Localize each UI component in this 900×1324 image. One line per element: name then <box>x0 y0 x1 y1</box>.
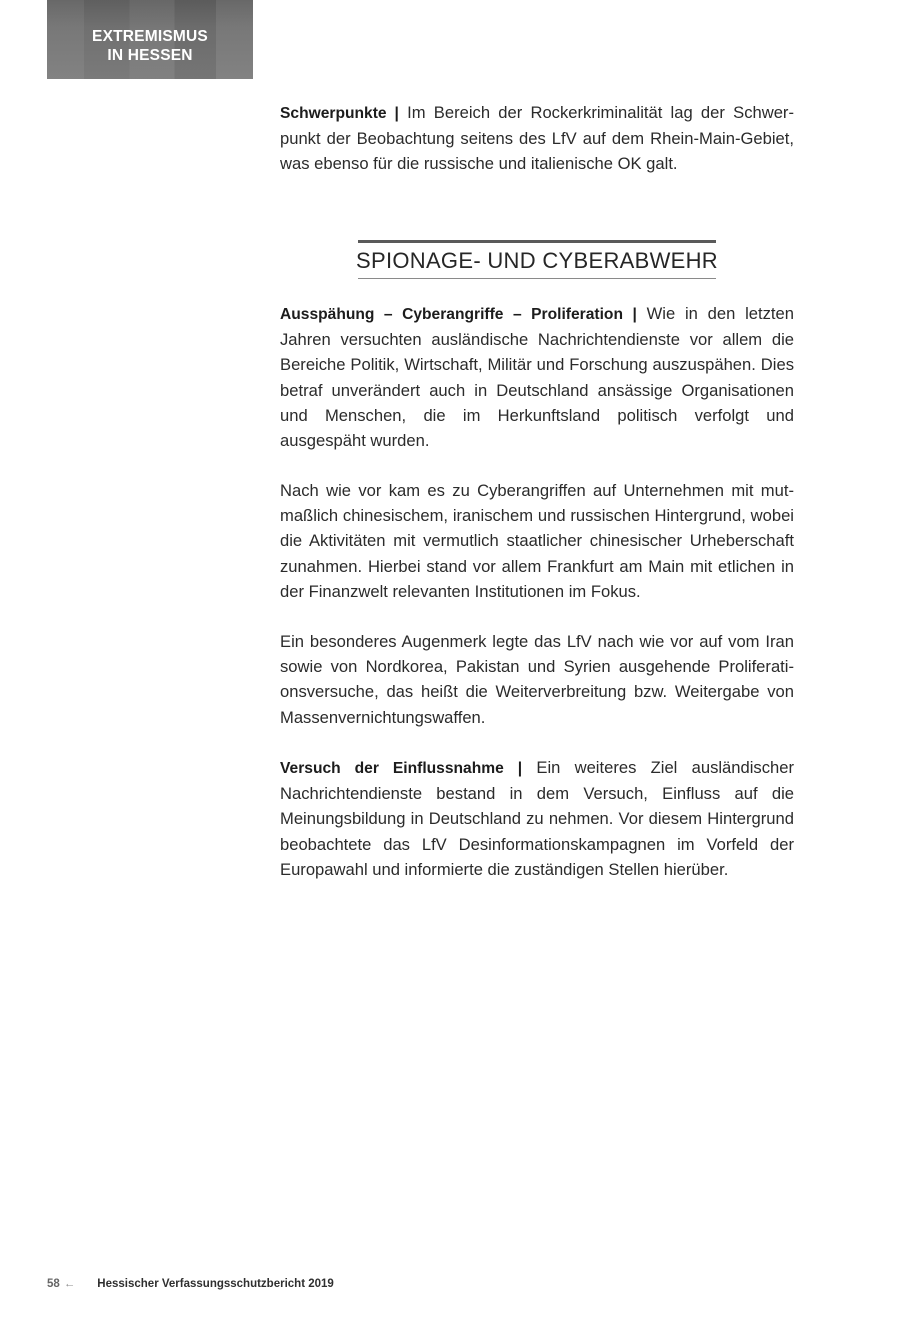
section-tab-line1: EXTREMISMUS <box>92 28 208 45</box>
page-footer <box>47 1278 334 1290</box>
paragraph-text: Nach wie vor kam es zu Cyberangriffen auf Unternehmen mit mutmaßlich chinesischem, iranischem und russischen Hintergrund, wobei die Aktivitäten mit vermutlich staatlicher chinesischer Urheberschaft zunahmen. Hierbei stand vor allem Frankfurt am Main mit etlichen in der Finanzwelt relevanten Institutionen im Fokus. <box>280 481 794 601</box>
paragraph-text: Ein weiteres Ziel ausländischer Nachrichtendienste bestand in dem Versuch, Einfluss auf die Meinungsbildung in Deutschland zu nehmen. Vor diesem Hintergrund beobachtete das LfV Desinformationskampagnen im Vorfeld der Europawahl und informierte die zuständigen Stellen hierüber. <box>280 758 795 879</box>
section-tab <box>47 0 253 79</box>
section-tab-line2: IN HESSEN <box>107 47 193 64</box>
section-heading: SPIONAGE- UND CYBERABWEHR <box>356 248 718 273</box>
paragraph-label: Versuch der Einflussnahme | <box>280 760 523 777</box>
paragraph-label: Schwerpunkte | <box>280 105 399 122</box>
paragraph-einflussnahme <box>280 755 794 882</box>
publication-title: Hessischer Verfassungsschutzbericht 2019 <box>97 1278 334 1290</box>
paragraph-text: Wie in den letzten Jahren versuchten ausländische Nachrichtendienste vor allem die Bereiche Politik, Wirtschaft, Militär und Forschung auszuspähen. Dies betraf unverändert auch in Deutschland ansässige Organisationen und Menschen, die im Herkunftsland politisch verfolgt und ausgespäht wurden. <box>280 304 794 451</box>
paragraph-ausspaehung <box>280 301 794 453</box>
paragraph-proliferation <box>280 629 794 730</box>
page-number: 58 <box>47 1278 60 1290</box>
section-heading-box <box>358 240 716 279</box>
paragraph-text: Im Bereich der Rockerkriminalität lag der Schwerpunkt der Beobachtung seitens des LfV auf dem Rhein-Main-Gebiet, was ebenso für die russische und italienische OK galt. <box>280 103 794 174</box>
arrow-left-icon: ← <box>63 1278 76 1290</box>
paragraph-schwerpunkte <box>280 100 794 177</box>
paragraph-text: Ein besonderes Augenmerk legte das LfV nach wie vor auf vom Iran sowie von Nordkorea, Pakistan und Syrien ausgehende Proliferationsversuche, das heißt die Weiterverbreitung bzw. Weitergabe von Massenvernichtungswaffen. <box>280 632 794 727</box>
paragraph-cyberangriffe <box>280 478 794 604</box>
paragraph-label: Ausspähung – Cyberangriffe – Proliferation | <box>280 306 637 323</box>
